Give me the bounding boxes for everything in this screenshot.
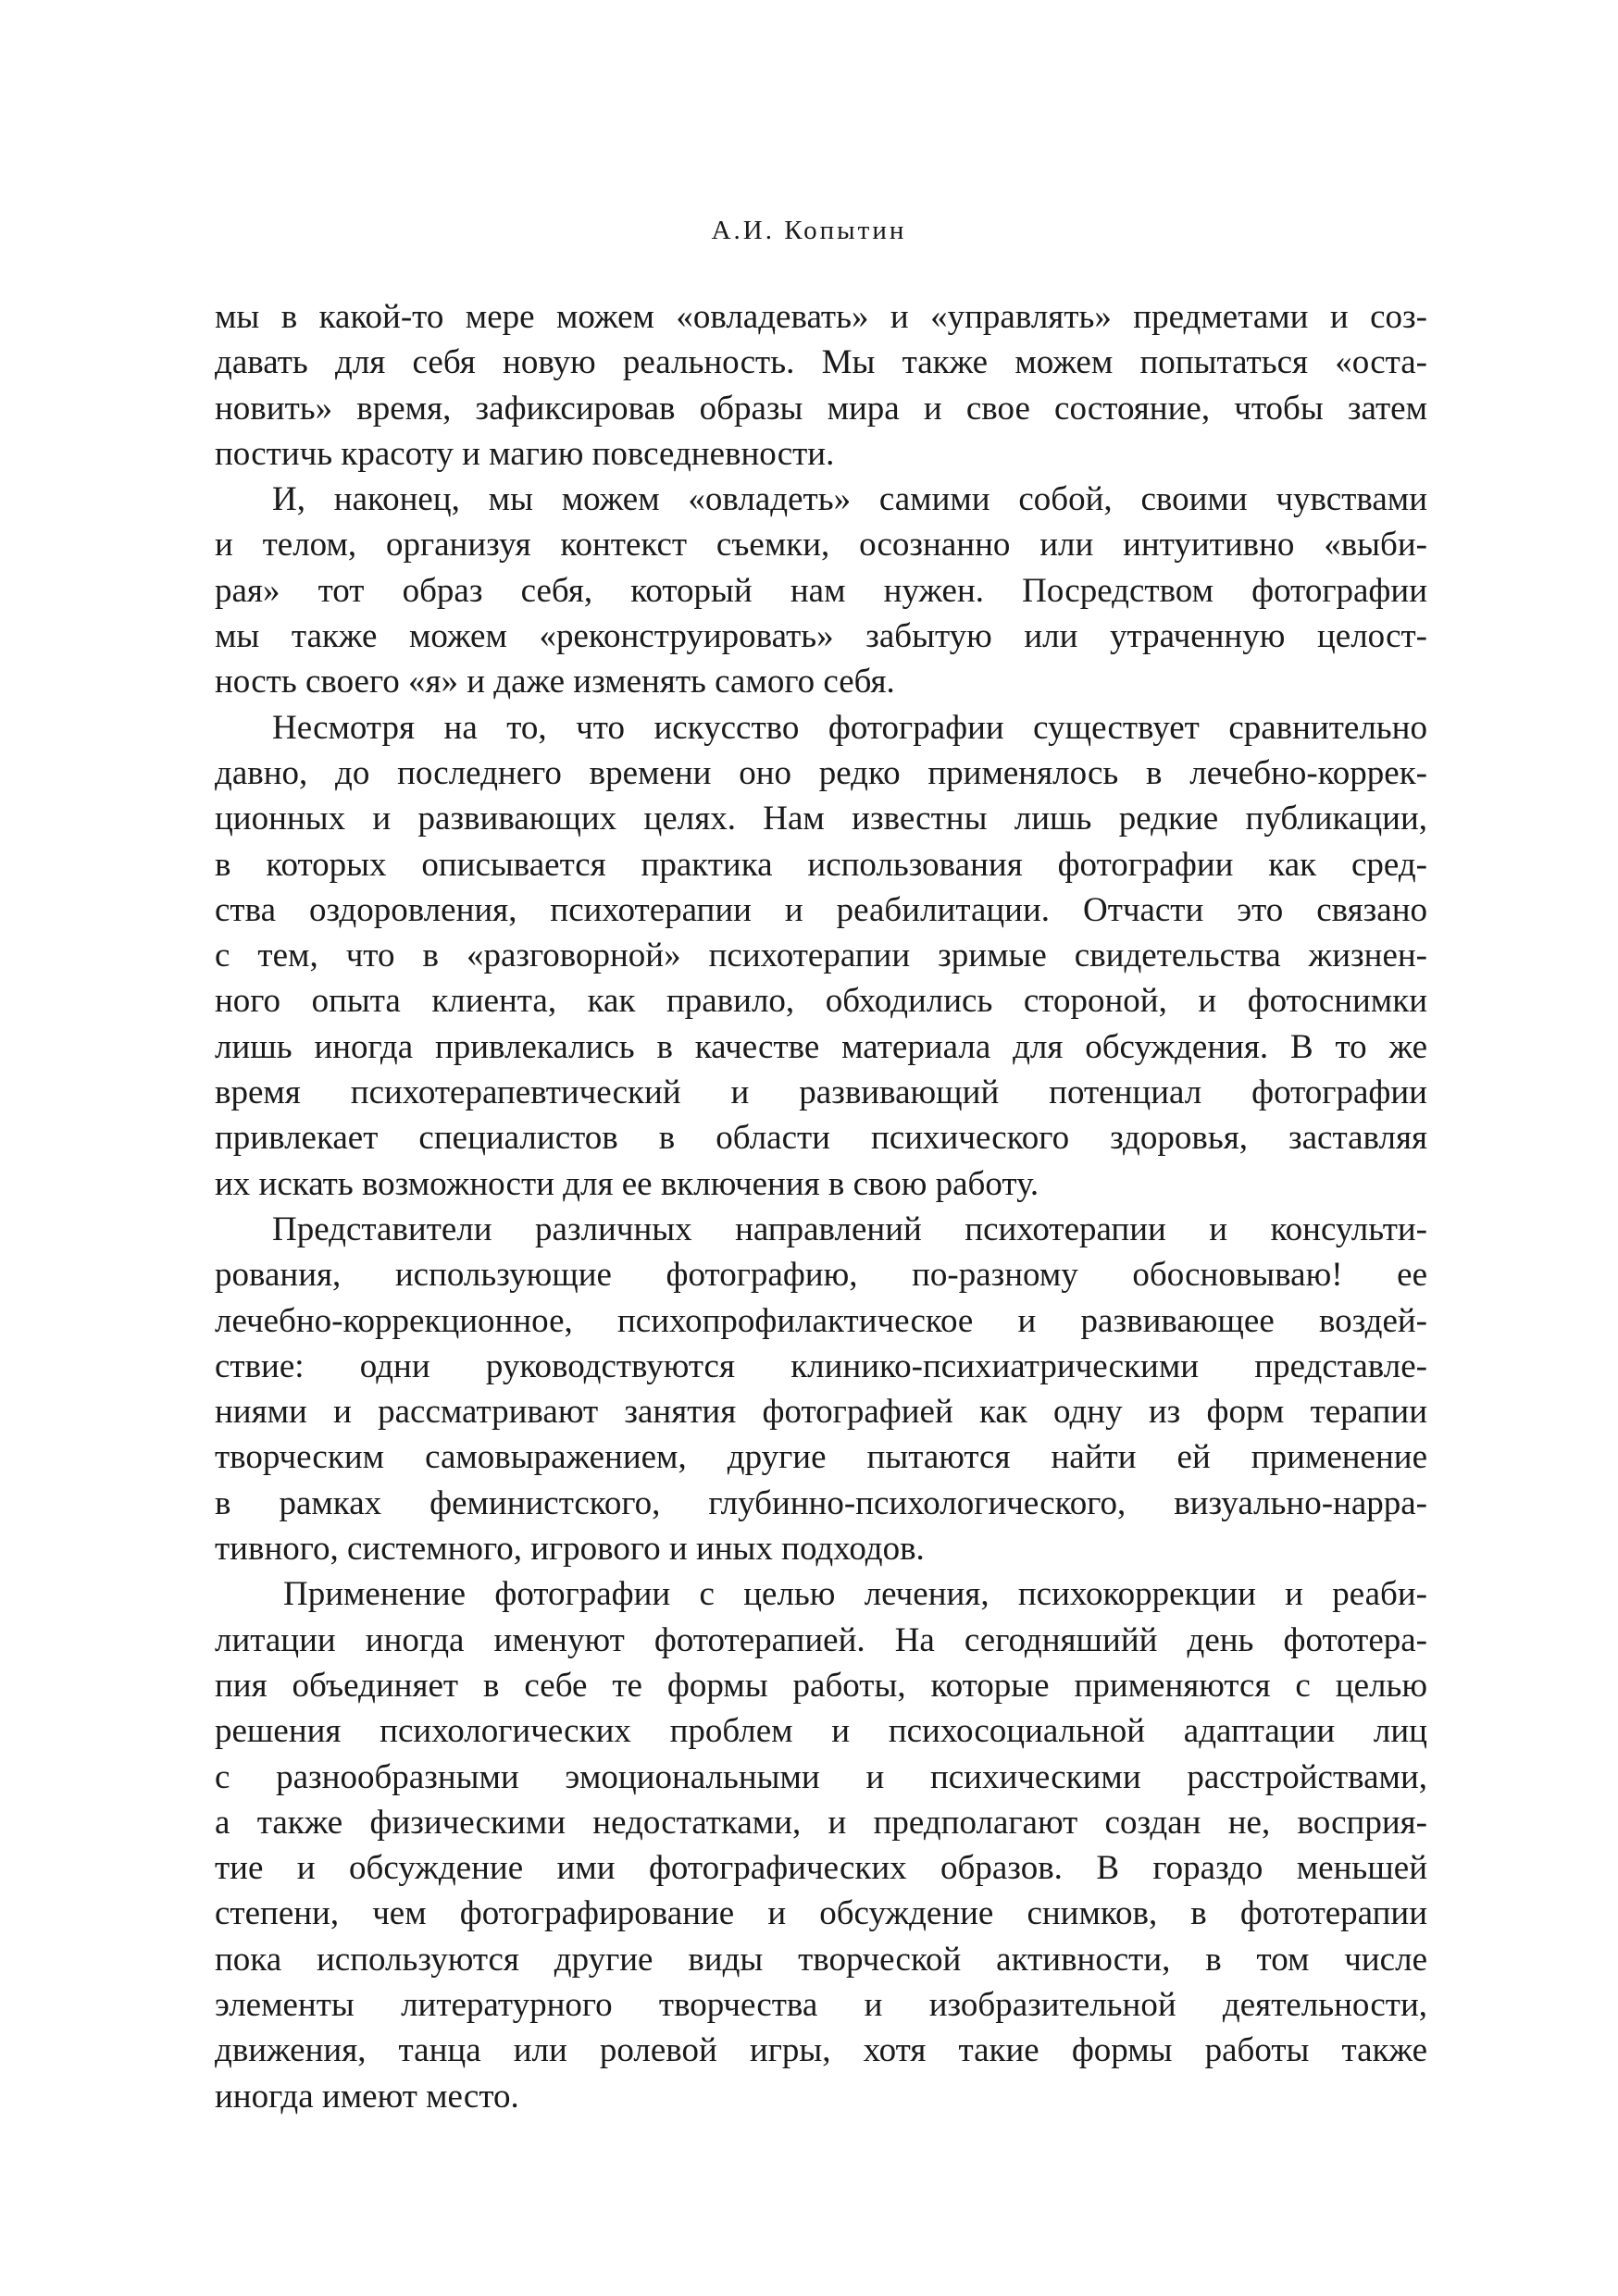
text-line: творческим самовыражением, другие пытаются найти ей применение	[215, 1438, 1427, 1477]
text-line: в рамках феминистского, глубинно-психологического, визуально-нарра-	[215, 1483, 1427, 1522]
text-line: иногда имеют место.	[215, 2077, 519, 2116]
text-line: лишь иногда привлекались в качестве материала для обсуждения. В то же	[215, 1027, 1427, 1066]
text-line: движения, танца или ролевой игры, хотя такие формы работы также	[215, 2031, 1427, 2070]
text-line: тивного, системного, игрового и иных подходов.	[215, 1530, 925, 1569]
text-line: привлекает специалистов в области психического здоровья, заставляя	[215, 1119, 1427, 1158]
text-line: тие и обсуждение ими фотографических образов. В гораздо меньшей	[215, 1849, 1427, 1888]
paragraph	[215, 1571, 1427, 2119]
text-line: решения психологических проблем и психосоциальной адаптации лиц	[215, 1712, 1427, 1751]
running-head: А.И. Копытин	[711, 216, 907, 245]
text-line: а также физическими недостатками, и предполагают создан не, восприя-	[215, 1803, 1427, 1842]
text-line: мы также можем «реконструировать» забытую или утраченную целост-	[215, 617, 1427, 656]
text-line: с разнообразными эмоциональными и психическими расстройствами,	[215, 1757, 1427, 1796]
text-line: в которых описывается практика использования фотографии как сред-	[215, 845, 1427, 884]
text-line: и телом, организуя контекст съемки, осознанно или интуитивно «выби-	[215, 526, 1427, 565]
text-line: давно, до последнего времени оно редко применялось в лечебно-коррек-	[215, 753, 1427, 792]
text-line: степени, чем фотографирование и обсуждение снимков, в фототерапии	[215, 1894, 1427, 1933]
text-line: рая» тот образ себя, который нам нужен. Посредством фотографии	[215, 571, 1427, 610]
text-line: элементы литературного творчества и изобразительной деятельности,	[215, 1985, 1427, 2024]
text-line: время психотерапевтический и развивающий потенциал фотографии	[215, 1074, 1427, 1112]
text-line: Представители различных направлений психотерапии и консульти-	[272, 1210, 1427, 1248]
text-line: ционных и развивающих целях. Нам известны лишь редкие публикации,	[215, 800, 1427, 838]
text-line: Несмотря на то, что искусство фотографии существует сравнительно	[272, 708, 1427, 747]
text-line: давать для себя новую реальность. Мы также можем попытаться «оста-	[215, 343, 1427, 382]
paragraph	[215, 294, 1427, 477]
text-line: постичь красоту и магию повседневности.	[215, 434, 835, 473]
text-line: лечебно-коррекционное, психопрофилактическое и развивающее воздей-	[215, 1301, 1427, 1340]
text-line: их искать возможности для ее включения в свою работу.	[215, 1164, 1039, 1203]
text-line: ниями и рассматривают занятия фотографией как одну из форм терапии	[215, 1393, 1427, 1432]
paragraph	[215, 1207, 1427, 1571]
text-line: с тем, что в «разговорной» психотерапии зримые свидетельства жизнен-	[215, 937, 1427, 975]
text-line: рования, использующие фотографию, по-разному обосновываю! ее	[215, 1256, 1427, 1295]
text-line: ства оздоровления, психотерапии и реабилитации. Отчасти это связано	[215, 890, 1427, 929]
text-line: литации иногда именуют фототерапией. На сегодняшийй день фототера-	[215, 1620, 1427, 1659]
text-line: пока используются другие виды творческой активности, в том числе	[215, 1940, 1427, 1979]
text-line: мы в какой-то мере можем «овладевать» и «управлять» предметами и соз-	[215, 298, 1427, 336]
text-line: новить» время, зафиксировав образы мира и свое состояние, чтобы затем	[215, 389, 1427, 428]
paragraph	[215, 477, 1427, 704]
text-line: Применение фотографии с целью лечения, психокоррекции и реаби-	[283, 1575, 1427, 1614]
text-line: пия объединяет в себе те формы работы, которые применяются с целью	[215, 1666, 1427, 1705]
paragraph	[215, 705, 1427, 1207]
body-text	[215, 294, 1427, 2119]
text-line: ствие: одни руководствуются клинико-психиатрическими представле-	[215, 1347, 1427, 1385]
text-line: ного опыта клиента, как правило, обходились стороной, и фотоснимки	[215, 982, 1427, 1021]
text-line: И, наконец, мы можем «овладеть» самими собой, своими чувствами	[272, 480, 1427, 519]
text-line: ность своего «я» и даже изменять самого себя.	[215, 663, 895, 701]
